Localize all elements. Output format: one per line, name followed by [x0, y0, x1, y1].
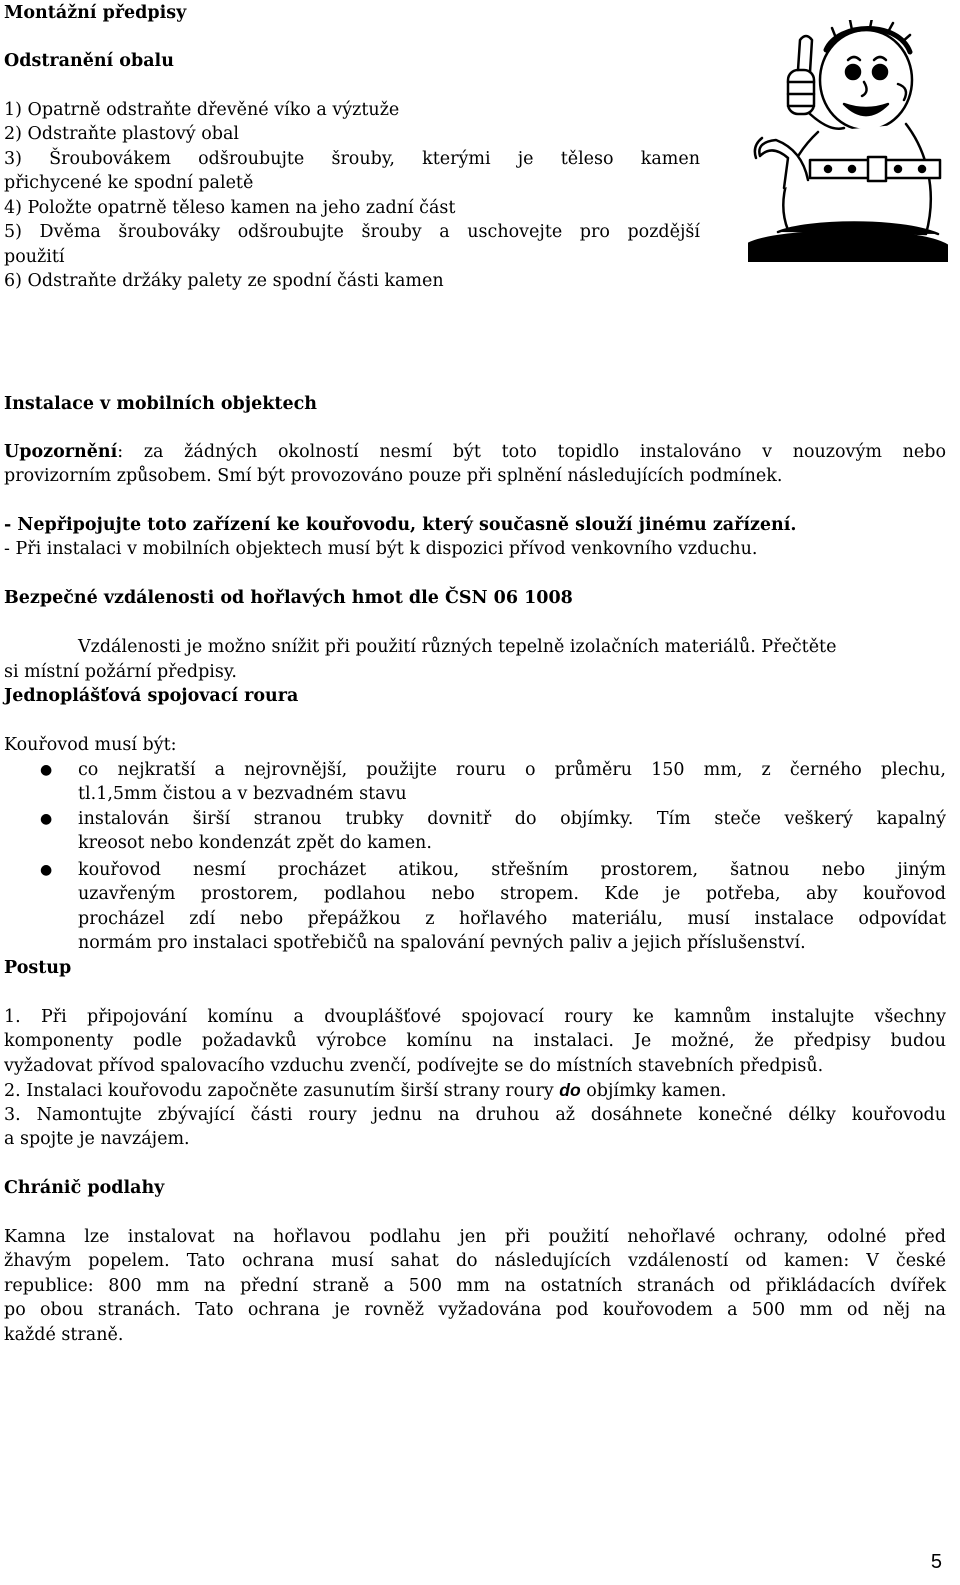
rule-chimney-sharing: - Nepřipojujte toto zařízení ke kouřovodu, který současně slouží jinému zařízení. — [4, 515, 797, 535]
procedure-line: vyžadovat přívod spalovacího vzduchu zvenčí, podívejte se do místních stavebních předpisů. — [4, 1056, 824, 1076]
step-line: 4) Položte opatrně těleso kamen na jeho zadní část — [4, 198, 456, 218]
bullet-line: normám pro instalaci spotřebičů na spalování pevných paliv a jejich příslušenství. — [78, 933, 806, 953]
bullet-icon: ● — [40, 762, 53, 778]
flue-intro: Kouřovod musí být: — [4, 735, 177, 755]
step-line: použití — [4, 247, 65, 267]
step-line: 6) Odstraňte držáky palety ze spodní části kamen — [4, 271, 444, 291]
bullet-icon: ● — [40, 811, 53, 827]
procedure-emphasis: do — [559, 1080, 581, 1100]
warning-line-2: provizorním způsobem. Smí být provozováno pouze při splnění následujících podmínek. — [4, 466, 783, 486]
procedure-line: 1. Při připojování komínu a dvouplášťové spojovací roury ke kamnům instalujte všechny — [4, 1007, 946, 1027]
document-title: Montážní předpisy — [4, 3, 187, 23]
step-line: 1) Opatrně odstraňte dřevěné víko a výztuže — [4, 100, 400, 120]
procedure-line: 3. Namontujte zbývající části roury jednu na druhou až dosáhnete konečné délky kouřovodu — [4, 1105, 946, 1125]
floor-line: každé straně. — [4, 1325, 124, 1345]
step-line: 2) Odstraňte plastový obal — [4, 124, 239, 144]
floor-line: žhavým popelem. Tato ochrana musí sahat do následujících vzdáleností od kamen: V české — [4, 1251, 946, 1271]
bullet-icon: ● — [40, 862, 53, 878]
warning-label: Upozornění — [4, 442, 118, 462]
thumbs-up-cartoon-illustration — [748, 20, 948, 262]
bullet-line: kouřovod nesmí procházet atikou, střešním prostorem, šatnou nebo jiným — [78, 860, 946, 880]
procedure-line: komponenty podle požadavků výrobce komínu na instalaci. Je možné, že předpisy budou — [4, 1031, 946, 1051]
procedure-text: 2. Instalaci kouřovodu započněte zasunutím širší strany roury — [4, 1081, 560, 1101]
procedure-text: objímky kamen. — [580, 1081, 727, 1101]
heading-safe-distances: Bezpečné vzdálenosti od hořlavých hmot dle ČSN 06 1008 — [4, 588, 573, 608]
warning-text: : za žádných okolností nesmí být toto topidlo instalováno v nouzovým nebo — [117, 442, 946, 462]
heading-single-wall-pipe: Jednoplášťová spojovací roura — [4, 686, 299, 706]
floor-line: Kamna lze instalovat na hořlavou podlahu jen při použití nehořlavé ochrany, odolné před — [4, 1227, 946, 1247]
bullet-line: procházel zdí nebo přepážkou z hořlavého materiálu, musí instalace odpovídat — [78, 909, 946, 929]
bullet-line: tl.1,5mm čistou a v bezvadném stavu — [78, 784, 407, 804]
warning-line — [4, 440, 946, 465]
distances-line: si místní požární předpisy. — [4, 662, 237, 682]
heading-procedure: Postup — [4, 958, 72, 978]
step-line: přichycené ke spodní paletě — [4, 173, 254, 193]
heading-removal: Odstranění obalu — [4, 51, 174, 71]
distances-line: Vzdálenosti je možno snížit při použití různých tepelně izolačních materiálů. Přečtěte — [78, 637, 837, 657]
bullet-line: uzavřeným prostorem, podlahou nebo stropem. Kde je potřeba, aby kouřovod — [78, 884, 946, 904]
floor-line: republice: 800 mm na přední straně a 500 mm na ostatních stranách od přikládacích dvířek — [4, 1276, 946, 1296]
bullet-line: kreosot nebo kondenzát zpět do kamen. — [78, 833, 432, 853]
step-line: 3) Šroubovákem odšroubujte šrouby, kterými je těleso kamen — [4, 149, 700, 169]
procedure-line: a spojte je navzájem. — [4, 1129, 190, 1149]
procedure-line — [4, 1078, 726, 1104]
heading-floor-protector: Chránič podlahy — [4, 1178, 165, 1198]
heading-mobile-installation: Instalace v mobilních objektech — [4, 394, 317, 414]
rule-outside-air: - Při instalaci v mobilních objektech musí být k dispozici přívod venkovního vzduchu. — [4, 539, 758, 559]
page-number: 5 — [930, 1551, 942, 1573]
floor-line: po obou stranách. Tato ochrana je rovněž vyžadována pod kouřovodem a 500 mm od něj na — [4, 1300, 946, 1320]
step-line: 5) Dvěma šroubováky odšroubujte šrouby a uschovejte pro pozdější — [4, 222, 700, 242]
bullet-line: co nejkratší a nejrovnější, použijte rouru o průměru 150 mm, z černého plechu, — [78, 760, 946, 780]
bullet-line: instalován širší stranou trubky dovnitř do objímky. Tím steče veškerý kapalný — [78, 809, 946, 829]
